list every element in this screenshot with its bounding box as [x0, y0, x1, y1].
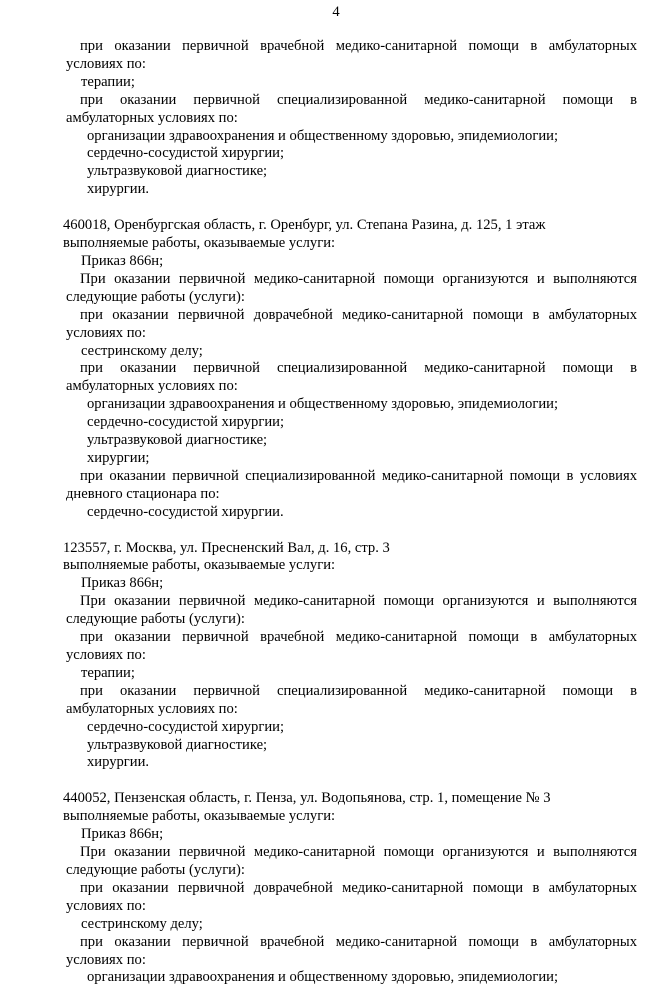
list-item: сердечно-сосудистой хирургии;	[87, 718, 285, 735]
intro-section	[63, 38, 637, 199]
list-item: сердечно-сосудистой хирургии;	[87, 414, 285, 431]
list-item: терапии;	[81, 73, 135, 90]
list-item: ультразвуковой диагностике;	[87, 736, 268, 753]
section-heading: при оказании первичной доврачебной медико-санитарной помощи в амбулаторных условиях по:	[66, 879, 637, 914]
order-reference: Приказ 866н;	[81, 826, 164, 843]
list-item: хирургии.	[87, 754, 150, 771]
list-item: ультразвуковой диагностике;	[87, 163, 268, 180]
list-item: организации здравоохранения и общественному здоровью, эпидемиологии;	[87, 127, 559, 144]
page-number: 4	[332, 4, 340, 20]
address: 123557, г. Москва, ул. Пресненский Вал, д. 16, стр. 3	[63, 539, 390, 556]
list-item: сердечно-сосудистой хирургии;	[87, 145, 285, 162]
list-item: сестринскому делу;	[81, 342, 203, 359]
list-item: хирургии;	[87, 449, 150, 466]
section-heading: при оказании первичной врачебной медико-санитарной помощи в амбулаторных условиях по:	[66, 629, 637, 663]
address: 460018, Оренбургская область, г. Оренбург, ул. Степана Разина, д. 125, 1 этаж	[63, 217, 546, 234]
section-heading: при оказании первичной врачебной медико-санитарной помощи в амбулаторных условиях по:	[66, 38, 637, 72]
list-item: ультразвуковой диагностике;	[87, 432, 268, 449]
general-statement: При оказании первичной медико-санитарной помощи организуются и выполняются следующие работы (услуги):	[66, 270, 637, 305]
works-caption: выполняемые работы, оказываемые услуги:	[63, 557, 336, 574]
list-item: хирургии.	[87, 181, 150, 198]
address-block-moscow	[63, 540, 637, 773]
list-item: сердечно-сосудистой хирургии.	[87, 503, 284, 520]
page-content	[63, 38, 637, 987]
general-statement: При оказании первичной медико-санитарной помощи организуются и выполняются следующие работы (услуги):	[66, 844, 637, 878]
list-item: терапии;	[81, 664, 135, 681]
section-heading: при оказании первичной специализированной медико-санитарной помощи в условиях дневного стационара по:	[66, 467, 637, 502]
list-item: сестринскому делу;	[81, 915, 203, 932]
works-caption: выполняемые работы, оказываемые услуги:	[63, 808, 336, 825]
order-reference: Приказ 866н;	[81, 252, 164, 269]
list-item: организации здравоохранения и общественному здоровью, эпидемиологии;	[87, 969, 559, 986]
section-heading: при оказании первичной специализированной медико-санитарной помощи в амбулаторных условиях по:	[66, 360, 637, 395]
order-reference: Приказ 866н;	[81, 575, 164, 592]
list-item: организации здравоохранения и общественному здоровью, эпидемиологии;	[87, 396, 559, 413]
section-heading: при оказании первичной врачебной медико-санитарной помощи в амбулаторных условиях по:	[66, 933, 637, 968]
section-heading: при оказании первичной доврачебной медико-санитарной помощи в амбулаторных условиях по:	[66, 306, 637, 341]
section-heading: при оказании первичной специализированной медико-санитарной помощи в амбулаторных условиях по:	[66, 91, 637, 126]
address-block-penza	[63, 790, 637, 987]
general-statement: При оказании первичной медико-санитарной помощи организуются и выполняются следующие работы (услуги):	[66, 593, 637, 628]
address-block-orenburg	[63, 217, 637, 521]
works-caption: выполняемые работы, оказываемые услуги:	[63, 235, 336, 252]
section-heading: при оказании первичной специализированной медико-санитарной помощи в амбулаторных условиях по:	[66, 682, 637, 717]
address: 440052, Пензенская область, г. Пенза, ул. Водопьянова, стр. 1, помещение № 3	[63, 790, 551, 807]
